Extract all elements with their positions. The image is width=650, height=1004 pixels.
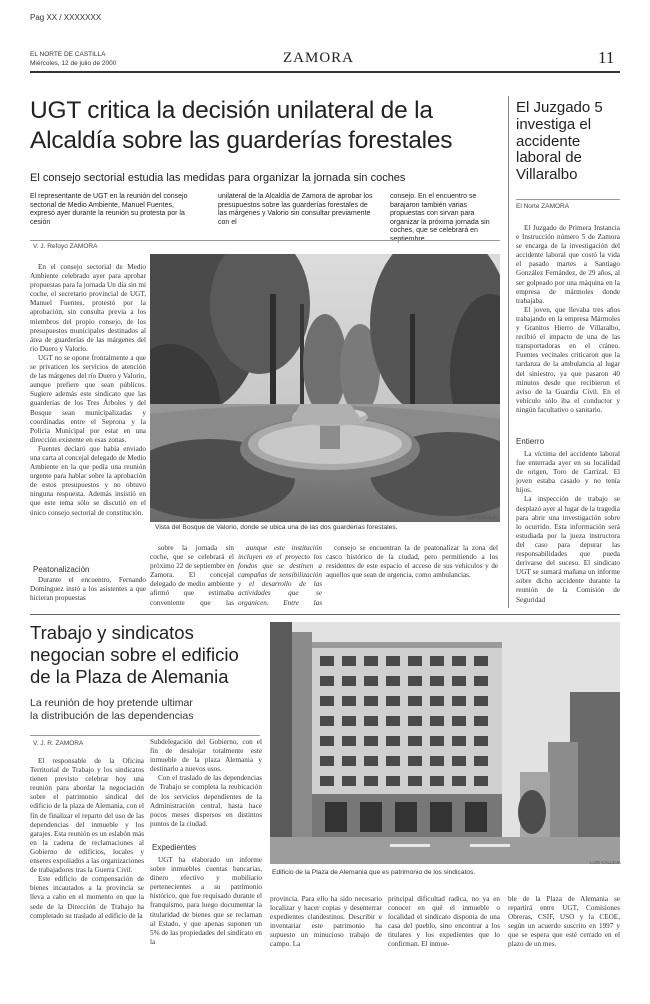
story1-paragraph: sobre la jornada sin coche, que se celebrará el próximo 22 de septiembre en Zamora. El concejal delegado de medio ambiente afirmó que estimaba conveniente que las xyxy=(150,544,234,607)
story2-headline-line3: de la Plaza de Alemania xyxy=(30,666,229,687)
story1-column1-cont xyxy=(30,576,146,612)
story1-summary-rule xyxy=(30,240,500,241)
story2-paragraph: ble de la Plaza de Alemania se repartirá entre UGT, Comisiones Obreras, CSIF, USO y la CEOE, según un acuerdo suscrito en 1997 y que se espera que esté cerrado en el plazo de un mes. xyxy=(508,895,620,949)
newspaper-name: EL NORTE DE CASTILLA xyxy=(30,51,106,58)
sidebar-subheading: Entierro xyxy=(516,437,545,446)
sidebar-headline-line2: investiga el xyxy=(516,115,592,133)
story1-paragraph: Fuentes declaró que había enviado una carta al concejal delegado de Medio Ambiente en la que pedía una reunión urgente para hablar sobre la aprobación de estos presupuestos y no obtuvo ninguna respuesta. Además insistió en que este tema sólo se discutió en el único consejo sectorial de constitución. xyxy=(30,444,146,517)
sidebar-text xyxy=(516,224,620,429)
story2-subhead-line1: La reunión de hoy pretende ultimar xyxy=(30,697,193,709)
story1-byline: V. J. Refoyo ZAMORA xyxy=(33,243,98,250)
story2-column1 xyxy=(30,757,144,989)
sidebar-paragraph: La inspección de trabajo se desplazó ayer al lugar de la tragedia para abrir una investigación sobre lo ocurrido. Esta información será estudiada por la jueza instructora del caso para depurar las responsabilidades que pueda derivarse del suceso. El sindicato UGT se sumará mañana un informe sobre dicho accidente durante la reunión de la Comisión de Seguridad xyxy=(516,495,620,604)
story2-subheading: Expedientes xyxy=(152,843,197,852)
story2-column2 xyxy=(150,738,262,836)
story2-column3 xyxy=(270,895,382,990)
section-name: ZAMORA xyxy=(283,50,355,66)
park-fountain-image xyxy=(150,254,500,522)
story1-paragraph: consejo se encuentran la de peatonalizar la zona del casco histórico de la ciudad, pero permitiendo a los residentes de este espacio el acceso de sus vehículos y de aquellos que sean de urgencia, como ambulancias. xyxy=(326,544,498,580)
page-number: 11 xyxy=(598,48,615,67)
section-separator xyxy=(30,614,620,615)
story2-photo-caption: Edificio de la Plaza de Alemania que es patrimonio de los sindicatos. xyxy=(272,869,476,876)
story2-column5 xyxy=(508,895,620,990)
edition-date: Miércoles, 12 de julio de 2000 xyxy=(30,60,117,67)
story2-paragraph: principal dificultad radica, no ya en conocer en qué el inmueble o localidad el sindicato disponía de una casa del pueblo, sino encontrar a los titulares y los expedientes que lo confirman. El inmue- xyxy=(388,895,500,949)
sidebar-byline: El Norte ZAMORA xyxy=(516,203,570,210)
story2-headline xyxy=(30,622,270,688)
sidebar-headline-line1: El Juzgado 5 xyxy=(516,99,603,116)
story2-byline: V. J. R. ZAMORA xyxy=(33,740,84,747)
story1-paragraph: aunque este institución incluyen en el proyecto los fondos que se destinen a campañas de sensibilización y el desarrollo de las actividades que se organicen. Entre las xyxy=(238,544,322,607)
story1-column3 xyxy=(238,544,322,608)
story1-headline-line1: UGT critica la decisión unilateral de la xyxy=(30,97,433,124)
story2-headline-line1: Trabajo y sindicatos xyxy=(30,622,194,643)
story2-paragraph: provincia. Para ello ha sido necesario localizar y hacer copias y desenterrar expedientes clandestinos. Describir e inventariar este patrimonio ha supuesto un minucioso trabajo de campo. La xyxy=(270,895,382,949)
page-label: Pag XX / XXXXXXX xyxy=(30,13,102,22)
park-fountain-photo xyxy=(150,254,500,522)
sidebar-rule xyxy=(516,199,620,200)
story1-paragraph: UGT no se opone frontalmente a que se privaticen los servicios de atención de las márgenes del río Duero y Valorio, aunque prefiere que sean públicos. Sugiere además este sindicato que las guarderías de los Tres Árboles y del Bosque sean municipalizadas y coordinadas entre el Seprona y la Policía Municipal por estar en una dirección existente en esas zonas. xyxy=(30,353,146,444)
story2-paragraph: UGT ha elaborado un informe sobre inmuebles cuentas bancarias, dinero efectivo y mobiliario pertenecientes a su patrimonio histórico, que fue requisado durante el franquismo, para luego documentar la titularidad de bienes que se reclaman al Estado, y que apenas suponen un 5% de las propiedades del sindicato en la xyxy=(150,856,262,946)
sidebar-headline xyxy=(516,100,626,184)
masthead-rule xyxy=(30,71,620,73)
story2-rule xyxy=(30,735,260,736)
story2-column2-cont xyxy=(150,856,262,989)
story1-headline xyxy=(30,96,452,156)
story1-column1 xyxy=(30,263,146,560)
building-photo xyxy=(270,622,620,864)
story1-photo-caption: Vista del Bosque de Valorio, donde se ubica una de las dos guarderías forestales. xyxy=(155,524,398,531)
story1-summary-col3: consejo. En el encuentro se barajaron también varias propuestas con sirvan para organizar la próxima jornada sin coches, que se celebrará en xyxy=(390,193,490,235)
sidebar-headline-line5: Villaralbo xyxy=(516,166,578,184)
story2-subhead-line2: la distribución de las dependencias xyxy=(30,709,194,722)
story2-paragraph: Subdelegación del Gobierno, con el fin de desalojar totalmente este inmueble de la plaza Alemania y destinarlo a nuevos usos. xyxy=(150,738,262,774)
sidebar-paragraph: El Juzgado de Primera Instancia e Instrucción número 5 de Zamora se encarga de la investigación del accidente laboral que costó la vida el pasado martes a Santiago González Fernández, de 29 años, al ser golpeado por una máquina en la empresa de mármoles donde trabajaba. xyxy=(516,224,620,305)
story1-paragraph: En el consejo sectorial de Medio Ambiente celebrado ayer para aprobar propuestas para la jornada Un día sin mi coche, el secretario provincial de UGT, Manuel Fuentes, protestó por la aprobación, sin consulta previa a los miembros del propio consejo, de los presupuestos municipales destinados al área de guarderías de las márgenes del río Duero y Valorio. xyxy=(30,263,146,353)
story2-column4 xyxy=(388,895,500,990)
sidebar-paragraph: El joven, que llevaba tres años trabajando en la empresa Mármoles y Granitos Hierro de Villaralbo, recibió el impacto de una de las transportadoras en el cráneo. Fuentes vecinales criticaron que la tardanza de la ambulancia al lugar del siniestro, ya que pasaron 40 minutos desde que recibieron el aviso de la Guardia Civil. En el vehículo sólo iba el conductor y ningún facultativo o sanitario. xyxy=(516,305,620,414)
story1-headline-line2: Alcaldía sobre las guarderías forestales xyxy=(30,127,453,154)
story1-summary-col2: unilateral de la Alcaldía de Zamora de aprobar los presupuestos sobre las guarderías forestales de las márgenes y Valorio sin consultar previamente con el xyxy=(218,193,373,226)
story1-summary-col1: El representante de UGT en la reunión del consejo sectorial de Medio Ambiente, Manuel Fuentes, expresó ayer durante la reunión su protesta por la cesión xyxy=(30,193,188,226)
story2-paragraph: Este edificio de compensación de bienes incautados a la provincia se lleva a cabo en el momento en que la sede de la Dirección de Trabajo ha completado su traslado al edificio de la xyxy=(30,875,144,920)
story1-column4 xyxy=(326,544,498,608)
sidebar-headline-line4: laboral de xyxy=(516,149,582,167)
story2-paragraph: Con el traslado de las dependencias de Trabajo se completa la reubicación de los servicios dependientes de la Administración central, hasta hace pocos meses dispersos en distintos puntos de la ciudad. xyxy=(150,774,262,828)
story1-subhead: El consejo sectorial estudia las medidas para organizar la jornada sin coches xyxy=(30,172,406,184)
sidebar-divider xyxy=(508,96,509,608)
sidebar-paragraph: La víctima del accidente laboral fue enterrada ayer en su localidad de origen, Toro de Carrizal. El joven estaba casado y no tenía hijos. xyxy=(516,450,620,495)
story2-headline-line2: negocian sobre el edificio xyxy=(30,644,239,665)
story1-paragraph: Durante el encuentro, Fernando Domínguez instó a los asistentes a que hicieran propuestas xyxy=(30,576,146,603)
building-image xyxy=(270,622,620,864)
story2-paragraph: El responsable de la Oficina Territorial de Trabajo y los sindicatos tienen previsto celebrar hoy una reunión para abordar la negociación sobre el patrimonio sindical del edificio de la plaza de Alemania, con el fin de finalizar el reparto del uso de las dependencias del inmueble y los garajes. Esta reunión es un eslabón más en la cadena de reclamaciones al Gobierno de edificios, locales y enseres expoliados a las organizaciones de trabajadores tras la Guerra Civil. xyxy=(30,757,144,875)
sidebar-headline-line3: accidente xyxy=(516,132,581,150)
story2-photo-credit: LUIS CALLEJA xyxy=(590,860,621,865)
sidebar-text-cont xyxy=(516,450,620,608)
story1-column2 xyxy=(150,544,234,608)
story2-subhead xyxy=(30,697,270,722)
story1-photo-credit: LUIS CALLEJA xyxy=(466,515,497,520)
story1-subheading: Peatonalización xyxy=(33,565,90,574)
